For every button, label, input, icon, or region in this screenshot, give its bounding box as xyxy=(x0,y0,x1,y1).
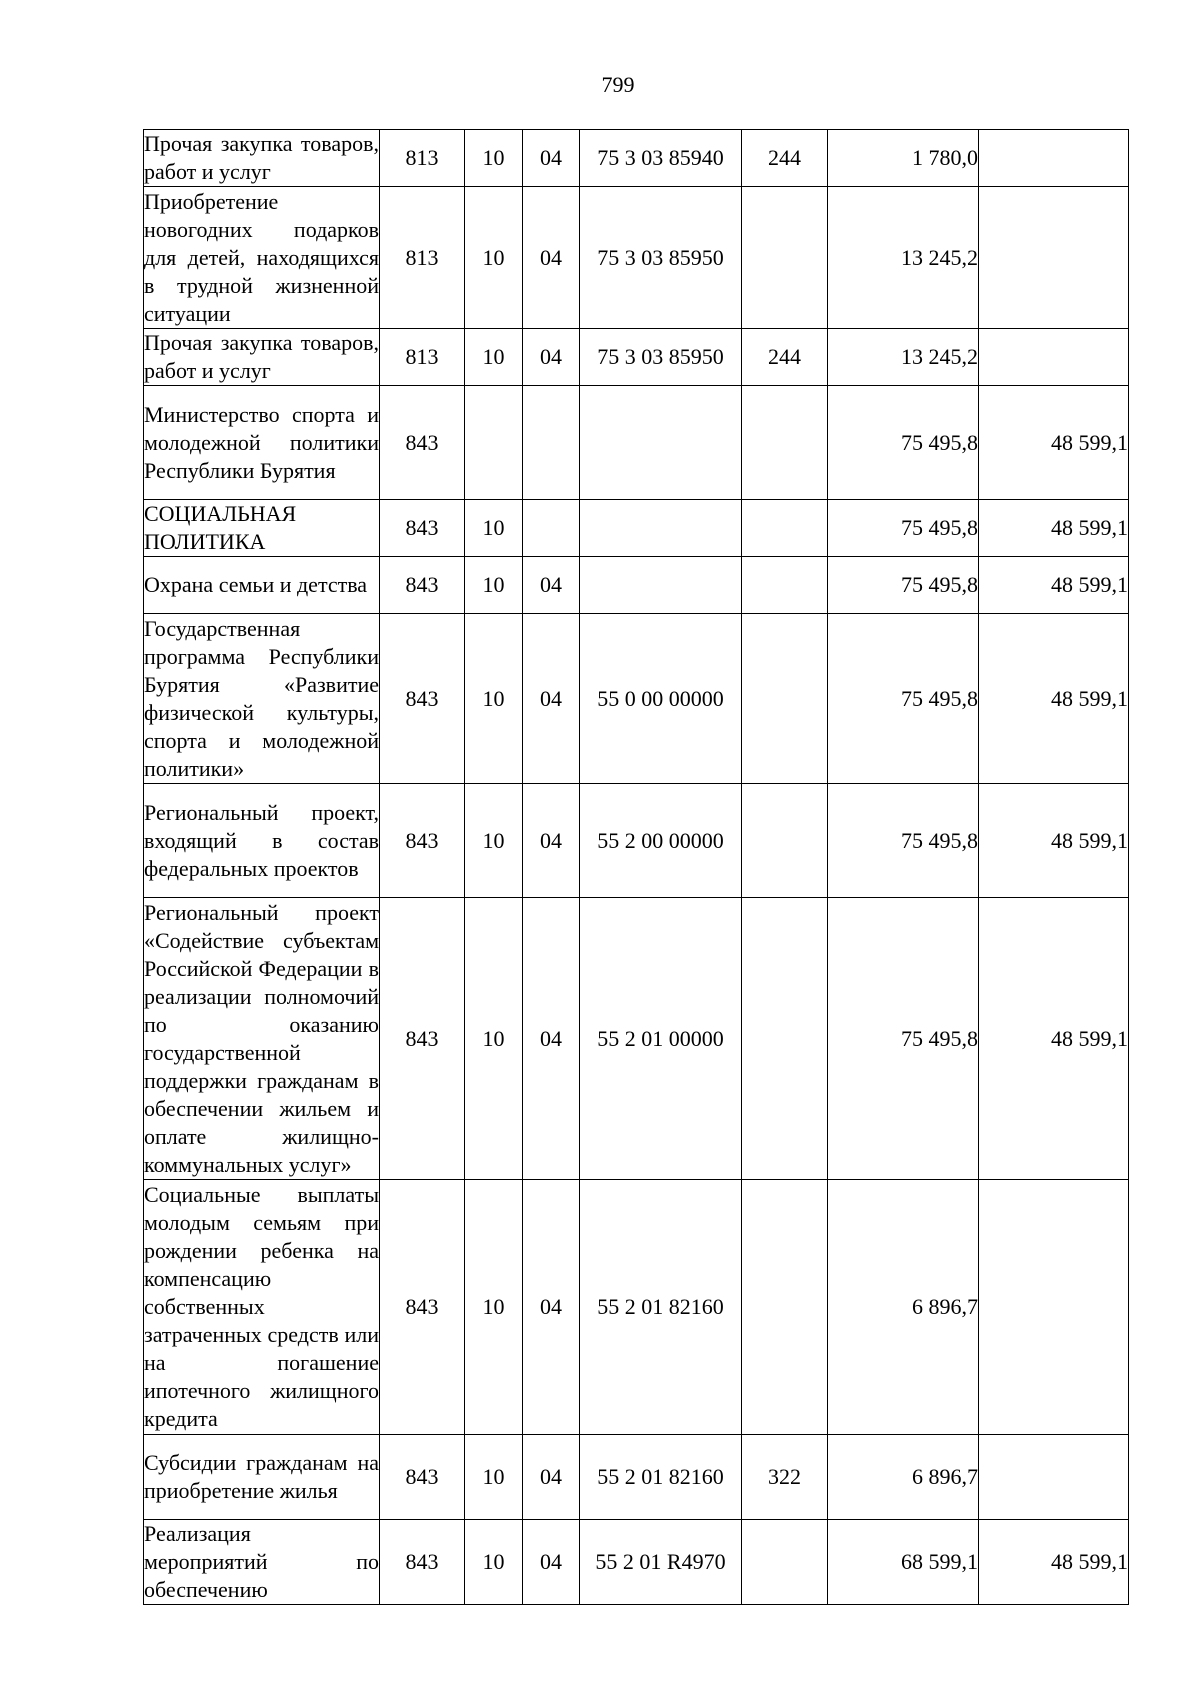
cell-section: 10 xyxy=(465,130,523,187)
cell-department-code: 813 xyxy=(380,130,465,187)
cell-target-article: 55 2 01 82160 xyxy=(580,1435,742,1520)
cell-department-code: 843 xyxy=(380,1180,465,1435)
cell-department-code: 843 xyxy=(380,898,465,1180)
cell-target-article: 55 2 00 00000 xyxy=(580,784,742,898)
cell-subsection: 04 xyxy=(523,187,580,329)
cell-expense-type xyxy=(742,557,828,614)
cell-subsection: 04 xyxy=(523,614,580,784)
cell-target-article: 75 3 03 85950 xyxy=(580,329,742,386)
cell-amount-2: 48 599,1 xyxy=(979,386,1129,500)
cell-target-article: 75 3 03 85940 xyxy=(580,130,742,187)
cell-expense-type xyxy=(742,386,828,500)
cell-amount-2: 48 599,1 xyxy=(979,614,1129,784)
cell-amount-1: 75 495,8 xyxy=(828,614,979,784)
cell-subsection: 04 xyxy=(523,898,580,1180)
cell-section: 10 xyxy=(465,1520,523,1605)
cell-description: Субсидии гражданам на приобретение жилья xyxy=(144,1435,380,1520)
table-row xyxy=(144,500,1129,557)
page-number: 799 xyxy=(601,72,635,97)
cell-section: 10 xyxy=(465,500,523,557)
cell-description: Региональный проект, входящий в состав федеральных проектов xyxy=(144,784,380,898)
table-row xyxy=(144,187,1129,329)
cell-target-article: 55 2 01 R4970 xyxy=(580,1520,742,1605)
cell-target-article xyxy=(580,500,742,557)
cell-amount-1: 13 245,2 xyxy=(828,329,979,386)
cell-amount-2: 48 599,1 xyxy=(979,784,1129,898)
cell-expense-type: 244 xyxy=(742,130,828,187)
cell-subsection: 04 xyxy=(523,557,580,614)
table-row xyxy=(144,898,1129,1180)
cell-target-article: 55 0 00 00000 xyxy=(580,614,742,784)
table-row xyxy=(144,614,1129,784)
table-row xyxy=(144,784,1129,898)
table-body xyxy=(144,130,1129,1605)
cell-amount-1: 75 495,8 xyxy=(828,557,979,614)
cell-department-code: 843 xyxy=(380,1520,465,1605)
cell-department-code: 843 xyxy=(380,614,465,784)
cell-section: 10 xyxy=(465,614,523,784)
cell-amount-2 xyxy=(979,329,1129,386)
cell-amount-2 xyxy=(979,130,1129,187)
cell-subsection: 04 xyxy=(523,1520,580,1605)
cell-amount-2 xyxy=(979,187,1129,329)
cell-expense-type xyxy=(742,898,828,1180)
cell-description: Реализация мероприятий по обеспечению xyxy=(144,1520,380,1605)
cell-amount-2 xyxy=(979,1435,1129,1520)
cell-expense-type xyxy=(742,1520,828,1605)
cell-amount-2 xyxy=(979,1180,1129,1435)
cell-expense-type xyxy=(742,614,828,784)
cell-section: 10 xyxy=(465,329,523,386)
cell-amount-1: 75 495,8 xyxy=(828,500,979,557)
cell-amount-1: 68 599,1 xyxy=(828,1520,979,1605)
cell-target-article: 55 2 01 00000 xyxy=(580,898,742,1180)
cell-subsection xyxy=(523,386,580,500)
cell-expense-type xyxy=(742,187,828,329)
cell-amount-2: 48 599,1 xyxy=(979,1520,1129,1605)
cell-description: Прочая закупка товаров, работ и услуг xyxy=(144,329,380,386)
table-row xyxy=(144,1520,1129,1605)
budget-table xyxy=(143,129,1129,1605)
cell-section: 10 xyxy=(465,557,523,614)
cell-department-code: 843 xyxy=(380,386,465,500)
cell-amount-2: 48 599,1 xyxy=(979,557,1129,614)
cell-amount-1: 6 896,7 xyxy=(828,1435,979,1520)
cell-target-article: 75 3 03 85950 xyxy=(580,187,742,329)
cell-amount-1: 1 780,0 xyxy=(828,130,979,187)
cell-department-code: 843 xyxy=(380,784,465,898)
cell-section: 10 xyxy=(465,187,523,329)
cell-subsection: 04 xyxy=(523,784,580,898)
cell-amount-1: 75 495,8 xyxy=(828,898,979,1180)
cell-subsection: 04 xyxy=(523,329,580,386)
cell-department-code: 813 xyxy=(380,187,465,329)
table-row xyxy=(144,386,1129,500)
cell-description: Прочая закупка товаров, работ и услуг xyxy=(144,130,380,187)
cell-target-article xyxy=(580,386,742,500)
cell-subsection xyxy=(523,500,580,557)
cell-expense-type: 244 xyxy=(742,329,828,386)
cell-subsection: 04 xyxy=(523,130,580,187)
cell-target-article: 55 2 01 82160 xyxy=(580,1180,742,1435)
cell-subsection: 04 xyxy=(523,1180,580,1435)
cell-amount-2: 48 599,1 xyxy=(979,898,1129,1180)
cell-amount-1: 75 495,8 xyxy=(828,784,979,898)
cell-expense-type: 322 xyxy=(742,1435,828,1520)
cell-description: Охрана семьи и детства xyxy=(144,557,380,614)
cell-department-code: 843 xyxy=(380,1435,465,1520)
cell-expense-type xyxy=(742,1180,828,1435)
cell-description: Приобретение новогодних подарков для детей, находящихся в трудной жизненной ситуации xyxy=(144,187,380,329)
cell-description: Государственная программа Республики Бурятия «Развитие физической культуры, спорта и молодежной политики» xyxy=(144,614,380,784)
cell-expense-type xyxy=(742,784,828,898)
cell-department-code: 813 xyxy=(380,329,465,386)
cell-section: 10 xyxy=(465,1435,523,1520)
cell-expense-type xyxy=(742,500,828,557)
cell-department-code: 843 xyxy=(380,500,465,557)
cell-amount-2: 48 599,1 xyxy=(979,500,1129,557)
table-row xyxy=(144,130,1129,187)
cell-amount-1: 6 896,7 xyxy=(828,1180,979,1435)
table-row xyxy=(144,557,1129,614)
cell-description: Социальные выплаты молодым семьям при рождении ребенка на компенсацию собственных затраченных средств или на погашение ипотечного жилищного кредита xyxy=(144,1180,380,1435)
cell-target-article xyxy=(580,557,742,614)
cell-amount-1: 13 245,2 xyxy=(828,187,979,329)
table-row xyxy=(144,1180,1129,1435)
cell-department-code: 843 xyxy=(380,557,465,614)
cell-subsection: 04 xyxy=(523,1435,580,1520)
cell-description: Региональный проект «Содействие субъектам Российской Федерации в реализации полномочий по оказанию государственной поддержки гражданам в обеспечении жильем и оплате жилищно-коммунальных услуг» xyxy=(144,898,380,1180)
cell-section: 10 xyxy=(465,1180,523,1435)
cell-description: СОЦИАЛЬНАЯ ПОЛИТИКА xyxy=(144,500,380,557)
cell-section xyxy=(465,386,523,500)
cell-description: Министерство спорта и молодежной политики Республики Бурятия xyxy=(144,386,380,500)
cell-amount-1: 75 495,8 xyxy=(828,386,979,500)
table-row xyxy=(144,329,1129,386)
cell-section: 10 xyxy=(465,898,523,1180)
cell-section: 10 xyxy=(465,784,523,898)
table-row xyxy=(144,1435,1129,1520)
